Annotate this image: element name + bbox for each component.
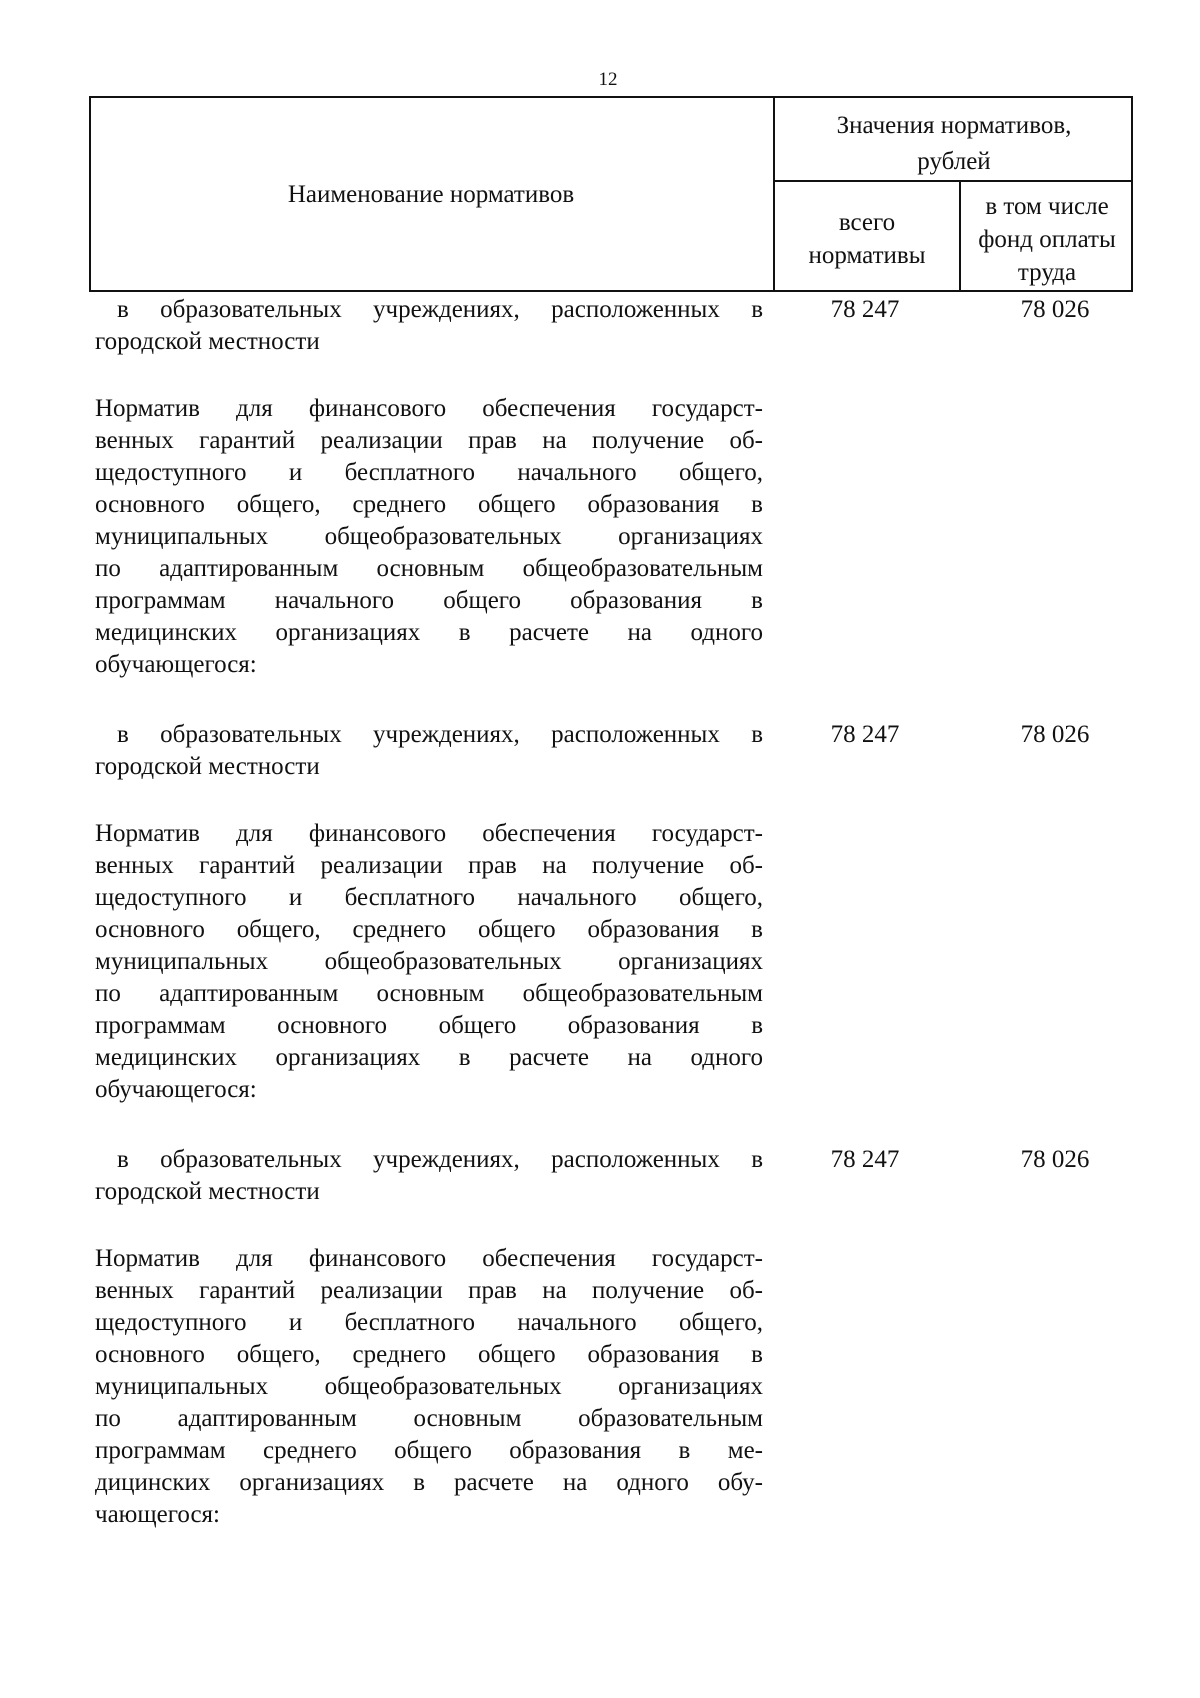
column-header-name: Наименование нормативов [287,181,575,208]
norm-line: щедоступного и бесплатного начального общего, [95,459,763,486]
norm-line: основного общего, среднего общего образования в [95,916,763,943]
norm-line: муниципальных общеобразовательных организациях [95,1373,763,1400]
norm-line: щедоступного и бесплатного начального общего, [95,1309,763,1336]
norm-paragraph [95,1243,763,1531]
wage-header-line2: фонд оплаты [978,226,1116,253]
sub-row-label [95,294,763,358]
values-header-line1: Значения нормативов, [836,112,1072,139]
norm-line: по адаптированным основным общеобразовательным [95,555,763,582]
norm-line: щедоступного и бесплатного начального общего, [95,884,763,911]
wage-header-line1: в том числе [985,193,1109,220]
norm-line: венных гарантий реализации прав на получение об- [95,427,763,454]
sub-row-line2: городской местности [95,753,320,780]
norm-line: основного общего, среднего общего образования в [95,491,763,518]
norm-line: венных гарантий реализации прав на получение об- [95,852,763,879]
header-bottom-border [89,290,1133,292]
norm-line: медицинских организациях в расчете на одного [95,619,763,646]
norm-line: Норматив для финансового обеспечения государст- [95,820,763,847]
total-header-line1: всего [838,209,896,236]
norm-paragraph [95,393,763,681]
norm-line: программам начального общего образования в [95,587,763,614]
norm-line: Норматив для финансового обеспечения государст- [95,1245,763,1272]
values-header-line2: рублей [917,148,991,175]
norm-line: основного общего, среднего общего образования в [95,1341,763,1368]
value-wage-fund: 78 026 [1020,1146,1090,1173]
total-header-line2: нормативы [808,242,926,269]
wage-header-line3: труда [1017,259,1077,286]
sub-row-label [95,1144,763,1208]
sub-row-line1: в образовательных учреждениях, расположенных в [117,721,763,748]
norm-line: программам основного общего образования в [95,1012,763,1039]
sub-row-line1: в образовательных учреждениях, расположенных в [117,296,763,323]
column-header-wage-fund [961,190,1133,289]
page-number: 12 [598,69,618,90]
norm-line: по адаптированным основным образовательным [95,1405,763,1432]
sub-row-line2: городской местности [95,328,320,355]
sub-row-label [95,719,763,783]
norm-line: муниципальных общеобразовательных организациях [95,948,763,975]
sub-row-line2: городской местности [95,1178,320,1205]
norm-line: обучающегося: [95,1076,257,1103]
value-wage-fund: 78 026 [1020,721,1090,748]
norm-line: венных гарантий реализации прав на получение об- [95,1277,763,1304]
norm-line: медицинских организациях в расчете на одного [95,1044,763,1071]
header-top-border [89,96,1133,98]
value-wage-fund: 78 026 [1020,296,1090,323]
norm-paragraph [95,818,763,1106]
value-total: 78 247 [830,721,900,748]
norm-line: Норматив для финансового обеспечения государст- [95,395,763,422]
norm-line: по адаптированным основным общеобразовательным [95,980,763,1007]
column-header-values [775,108,1133,180]
column-header-total [775,206,959,272]
sub-row-line1: в образовательных учреждениях, расположенных в [117,1146,763,1173]
norm-line: дицинских организациях в расчете на одного обу- [95,1469,763,1496]
value-total: 78 247 [830,1146,900,1173]
value-total: 78 247 [830,296,900,323]
table-header [89,96,1133,292]
norm-line: чающегося: [95,1501,220,1528]
norm-line: обучающегося: [95,651,257,678]
norm-line: программам среднего общего образования в ме- [95,1437,763,1464]
norm-line: муниципальных общеобразовательных организациях [95,523,763,550]
header-mid-border [773,180,1133,182]
